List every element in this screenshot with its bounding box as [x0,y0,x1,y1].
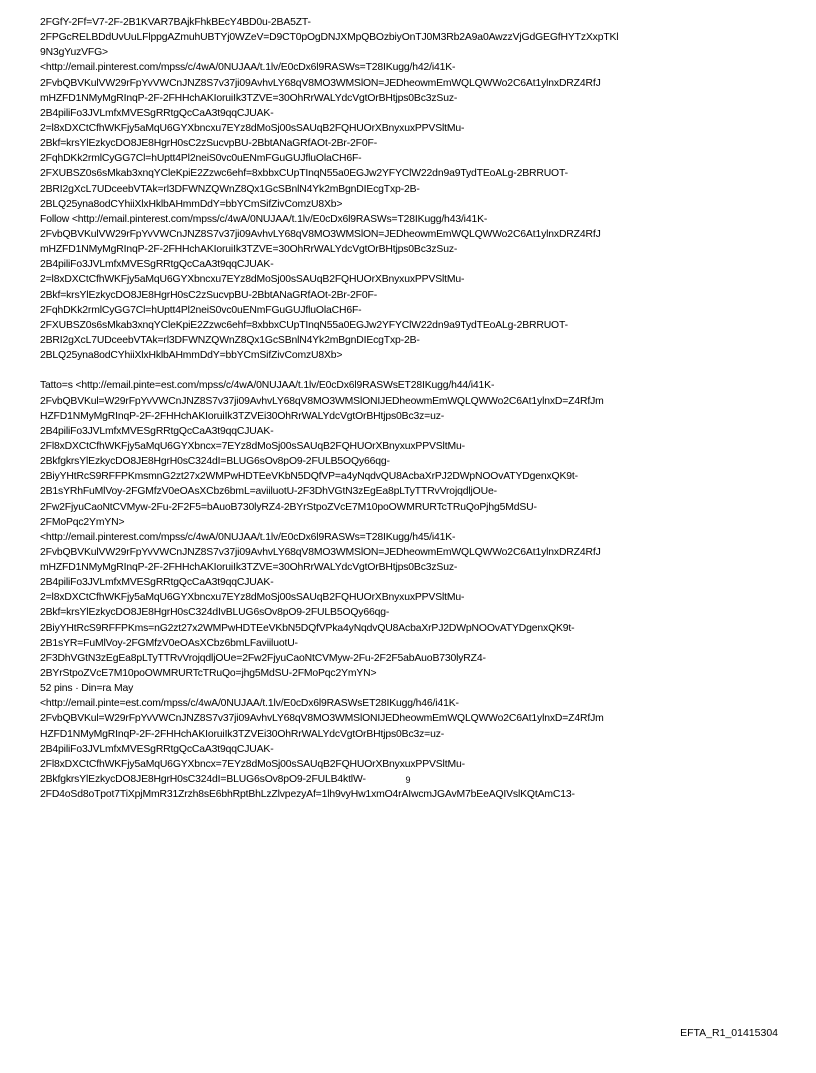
text-line: 2FvbQBVKulVW29rFpYvVWCnJNZ8S7v37ji09AvhvLY68qV8MO3WMSlON=JEDheowmEmWQLQWWo2C6At1ylnxDRZ4RfJ [40,228,601,240]
text-line: HZFD1NMyMgRInqP-2F-2FHHchAKIoruiIk3TZVEi30OhRrWALYdcVgtOrBHtjps0Bc3z=uz- [40,728,445,740]
text-line: 2FvbQBVKulVW29rFpYvVWCnJNZ8S7v37ji09AvhvLY68qV8MO3WMSlON=JEDheowmEmWQLQWWo2C6At1ylnxDRZ4RfJ [40,77,601,89]
text-line: mHZFD1NMyMgRInqP-2F-2FHHchAKIoruiIk3TZVE=30OhRrWALYdcVgtOrBHtjps0Bc3zSuz- [40,244,458,256]
text-line: <http://email.pinterest.com/mpss/c/4wA/0NUJAA/t.1lv/E0cDx6l9RASWs=T28IKugg/h42/i41K- [40,62,456,74]
text-line: Follow <http://email.pinterest.com/mpss/c/4wA/0NUJAA/t.1lv/E0cDx6l9RASWs=T28IKugg/h43/i41K- [40,213,488,225]
text-line: HZFD1NMyMgRInqP-2F-2FHHchAKIoruiIk3TZVEi30OhRrWALYdcVgtOrBHtjps0Bc3z=uz- [40,410,445,422]
text-line: 2FXUBSZ0s6sMkab3xnqYCleKpiE2Zzwc6ehf=8xbbxCUpTInqN55a0EGJw2YFYClW22dn9a9TydTEoALg-2BRRUOT- [40,168,568,180]
text-line: 2BiyYHtRcS9RFFPKmsmnG2zt27x2WMPwHDTEeVKbN5DQfVP=a4yNqdvQU8AcbaXrPJ2DWpNOOvATYDgenxQK9t- [40,471,578,483]
blank-line [40,363,800,378]
text-line: 2FD4oSd8oTpot7TiXpjMmR31Zrzh8sE6bhRptBhLzZlvpezyAf=1lh9vyHw1xmO4rAIwcmJGAvM7bEeAQIVslKQtAmC13- [40,789,575,801]
text-line: 2FvbQBVKulVW29rFpYvVWCnJNZ8S7v37ji09AvhvLY68qV8MO3WMSlON=JEDheowmEmWQLQWWo2C6At1ylnxDRZ4RfJ [40,546,601,558]
text-line: 2Fl8xDXCtCfhWKFjy5aMqU6GYXbncx=7EYz8dMoSj00sSAUqB2FQHUOrXBnyxuxPPVSltMu- [40,758,465,770]
text-line: Tatto=s <http://email.pinte=est.com/mpss/c/4wA/0NUJAA/t.1lv/E0cDx6l9RASWsET28IKugg/h44/i41K- [40,380,495,392]
text-line: 2BYrStpoZVcE7M10poOWMRURTcTRuQo=jhg5MdSU-2FMoPqc2YmYN> [40,668,377,680]
text-line: 2B4piliFo3JVLmfxMVESgRRtgQcCaA3t9qqCJUAK- [40,425,274,437]
text-line: 2FqhDKk2rmlCyGG7Cl=hUptt4Pl2neiS0vc0uENmFGuGUJfluOlaCH6F- [40,304,362,316]
text-line: mHZFD1NMyMgRInqP-2F-2FHHchAKIoruiIk3TZVE=30OhRrWALYdcVgtOrBHtjps0Bc3zSuz- [40,562,458,574]
text-line: 2FvbQBVKul=W29rFpYvVWCnJNZ8S7v37ji09AvhvLY68qV8MO3WMSlONIJEDheowmEmWQLQWWo2C6At1ylnxD=Z4RfJm [40,395,604,407]
text-line: 2BRI2gXcL7UDceebVTAk=rl3DFWNZQWnZ8Qx1GcSBnlN4Yk2mBgnDIEcgTxp-2B- [40,183,420,195]
text-line: 2Fw2FjyuCaoNtCVMyw-2Fu-2F2F5=bAuoB730lyRZ4-2BYrStpoZVcE7M10poOWMRURTcTRuQoPjhg5MdSU- [40,501,537,513]
text-line: 2FPGcRELBDdUvUuLFlppgAZmuhUBTYj0WZeV=D9CT0pOgDNJXMpQBOzbiyOnTJ0M3Rb2A9a0AwzzVjGdGEGfHYTzXxpTKl [40,32,619,44]
text-line: 2Fl8xDXCtCfhWKFjy5aMqU6GYXbncx=7EYz8dMoSj00sSAUqB2FQHUOrXBnyxuxPPVSltMu- [40,440,465,452]
text-line: 2BLQ25yna8odCYhiiXlxHklbAHmmDdY=bbYCmSifZivComzU8Xb> [40,198,343,210]
text-line: <http://email.pinterest.com/mpss/c/4wA/0NUJAA/t.1lv/E0cDx6l9RASWs=T28IKugg/h45/i41K- [40,531,456,543]
text-line: 2BkfgkrsYlEzkycDO8JE8HgrH0sC324dI=BLUG6sOv8pO9-2FULB4ktlW- [40,774,366,786]
text-line: 2Bkf=krsYlEzkycDO8JE8HgrH0sC2zSucvpBU-2BbtANaGRfAOt-2Br-2F0F- [40,138,378,150]
text-line: 9N3gYuzVFG> [40,47,108,59]
text-line: 2F3DhVGtN3zEgEa8pLTyTTRvVrojqdljOUe=2Fw2FjyuCaoNtCVMyw-2Fu-2F2F5abAuoB730lyRZ4- [40,652,486,664]
text-line: 2BkfgkrsYlEzkycDO8JE8HgrH0sC324dI=BLUG6sOv8pO9-2FULB5OQy66qg- [40,456,390,468]
text-line: 2B1sYR=FuMlVoy-2FGMfzV0eOAsXCbz6bmLFaviiluotU- [40,637,298,649]
text-line: 2BLQ25yna8odCYhiiXlxHklbAHmmDdY=bbYCmSifZivComzU8Xb> [40,350,343,362]
text-line: 2FvbQBVKul=W29rFpYvVWCnJNZ8S7v37ji09AvhvLY68qV8MO3WMSlONIJEDheowmEmWQLQWWo2C6At1ylnxD=Z4RfJm [40,713,604,725]
text-line: 2FXUBSZ0s6sMkab3xnqYCleKpiE2Zzwc6ehf=8xbbxCUpTInqN55a0EGJw2YFYClW22dn9a9TydTEoALg-2BRRUOT- [40,319,568,331]
text-line: 2=l8xDXCtCfhWKFjy5aMqU6GYXbncxu7EYz8dMoSj00sSAUqB2FQHUOrXBnyxuxPPVSltMu- [40,592,465,604]
text-line: 2BiyYHtRcS9RFFPKms=nG2zt27x2WMPwHDTEeVKbN5DQfVPka4yNqdvQU8AcbaXrPJ2DWpNOOvATYDgenxQK9t- [40,622,575,634]
text-line: <http://email.pinte=est.com/mpss/c/4wA/0NUJAA/t.1lv/E0cDx6l9RASWsET28IKugg/h46/i41K- [40,698,459,710]
text-line: 2B4piliFo3JVLmfxMVESgRRtgQcCaA3t9qqCJUAK- [40,259,274,271]
text-line: 2FqhDKk2rmlCyGG7Cl=hUptt4Pl2neiS0vc0uENmFGuGUJfluOlaCH6F- [40,153,362,165]
text-line: mHZFD1NMyMgRInqP-2F-2FHHchAKIoruiIk3TZVE=30OhRrWALYdcVgtOrBHtjps0Bc3zSuz- [40,92,458,104]
document-body [40,15,800,802]
page-number: 9 [405,775,411,785]
text-line: 2=l8xDXCtCfhWKFjy5aMqU6GYXbncxu7EYz8dMoSj00sSAUqB2FQHUOrXBnyxuxPPVSltMu- [40,122,465,134]
text-line: 2B4piliFo3JVLmfxMVESgRRtgQcCaA3t9qqCJUAK- [40,107,274,119]
text-line: 2B1sYRhFuMlVoy-2FGMfzV0eOAsXCbz6bmL=aviiluotU-2F3DhVGtN3zEgEa8pLTyTTRvVrojqdljOUe- [40,486,497,498]
text-line: 2BRI2gXcL7UDceebVTAk=rl3DFWNZQWnZ8Qx1GcSBnlN4Yk2mBgnDIEcgTxp-2B- [40,334,420,346]
text-line: 2B4piliFo3JVLmfxMVESgRRtgQcCaA3t9qqCJUAK- [40,743,274,755]
text-line: 2Bkf=krsYlEzkycDO8JE8HgrH0sC2zSucvpBU-2BbtANaGRfAOt-2Br-2F0F- [40,289,378,301]
text-line: 52 pins · Din=ra May [40,683,134,695]
document-id-footer: EFTA_R1_01415304 [680,1027,778,1039]
text-line: 2FMoPqc2YmYN> [40,516,125,528]
text-line: 2Bkf=krsYlEzkycDO8JE8HgrH0sC324dIvBLUG6sOv8pO9-2FULB5OQy66qg- [40,607,390,619]
text-line: 2B4piliFo3JVLmfxMVESgRRtgQcCaA3t9qqCJUAK- [40,577,274,589]
text-line: 2FGfY-2Ff=V7-2F-2B1KVAR7BAjkFhkBEcY4BD0u-2BA5ZT- [40,17,311,28]
text-line: 2=l8xDXCtCfhWKFjy5aMqU6GYXbncxu7EYz8dMoSj00sSAUqB2FQHUOrXBnyxuxPPVSltMu- [40,274,465,286]
